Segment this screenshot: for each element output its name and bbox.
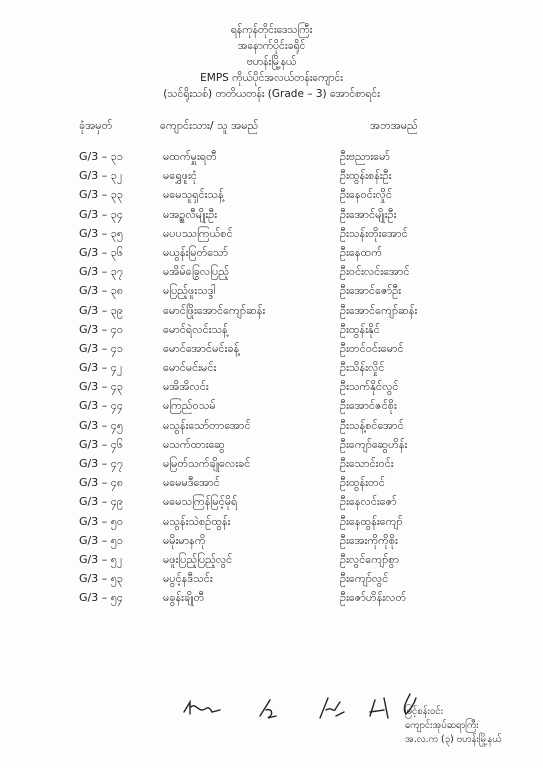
signatures [170, 688, 420, 728]
township-title: ဗဟန်းမြို့နယ် [246, 56, 297, 68]
id-column-header: ခုံအမှတ် [79, 119, 113, 132]
grade-list-title: (သင်ရိုးသစ်) တတိယတန်း (Grade – 3) အောင်စာရင်း [163, 88, 380, 100]
name-column-header: ကျောင်းသား/ သူ အမည် [160, 119, 259, 132]
student-id: G/3 – ၅၄ [79, 591, 124, 605]
guardian-name: ဦးလွင်ကျော်စွာ [340, 552, 400, 566]
guardian-name: ဦးနေထက် [340, 245, 382, 259]
region-title: ရန်ကုန်တိုင်းဒေသကြီး [230, 24, 313, 36]
student-id: G/3 – ၃၈ [79, 284, 124, 298]
student-id: G/3 – ၃၉ [79, 303, 124, 317]
student-name: မရွှေဖူးငုံ [163, 169, 197, 183]
student-row [0, 265, 543, 284]
student-row [0, 534, 543, 553]
guardian-name: ဦးထွန်းတင် [340, 476, 385, 490]
student-id: G/3 – ၄၀ [79, 322, 124, 336]
student-row [0, 246, 543, 265]
headmaster-title: ကျောင်းအုပ်ဆရာကြီး [405, 720, 479, 731]
student-row [0, 323, 543, 342]
student-id: G/3 – ၃၆ [79, 245, 124, 259]
student-id: G/3 – ၃၁ [79, 150, 124, 163]
student-name: မပပဿကြယ်စင် [163, 226, 233, 240]
student-row [0, 419, 543, 438]
student-row [0, 399, 543, 418]
student-name: မောင်ဖြိုးအောင်ကျော်ဆန်း [163, 303, 266, 317]
student-name: မအိမ်ခြွေလပြည့် [163, 265, 229, 279]
student-id: G/3 – ၄၁ [79, 341, 124, 355]
student-name: မကြည်ဝသမ် [163, 399, 216, 413]
student-row [0, 495, 543, 514]
student-row [0, 438, 543, 457]
student-id: G/3 – ၅၁ [79, 533, 124, 547]
guardian-name: ဦးကျော်ဆွေဟိန်း [340, 437, 408, 451]
student-id: G/3 – ၅၂ [79, 552, 123, 566]
student-id: G/3 – ၅၃ [79, 572, 124, 586]
student-row [0, 515, 543, 534]
student-id: G/3 – ၄၆ [79, 437, 124, 451]
student-name: မခွန်းချိုတီ [163, 591, 205, 605]
guardian-name: ဦးနေထွန်းကျော် [340, 514, 403, 528]
guardian-name: ဦးအောင်ကျော်ဆန်း [340, 303, 418, 317]
guardian-name: ဦးကျော်လွင် [340, 572, 389, 586]
student-name: မမိုးမာနကို [163, 533, 206, 547]
guardian-name: ဦးသောင်းဝင်း [340, 457, 394, 470]
student-list [0, 150, 543, 611]
district-title: အနောက်ပိုင်းခရိုင် [237, 40, 306, 52]
student-name: မသက်ထားဆွေ [163, 437, 225, 451]
guardian-name: ဦးသန်းတိုးအောင် [340, 226, 408, 240]
guardian-name: ဦးအေးကိုကိုစိုး [340, 533, 398, 547]
student-id: G/3 – ၄၇ [79, 457, 124, 470]
headmaster-name: မြင့်စန်းဝင်း [405, 706, 443, 717]
student-name: မမြတ်သက်ချိုလေးခင် [163, 457, 251, 470]
guardian-name: ဦးသန့်စင်အောင် [340, 418, 404, 432]
student-id: G/3 – ၄၈ [79, 476, 124, 490]
column-headers [0, 119, 543, 135]
guardian-name: ဦးဇော်ဟိန်းလတ် [340, 591, 407, 605]
student-name: မအဥ္စလီမျိုးဦး [163, 207, 218, 221]
student-name: မောင်အောင်မင်းခန့် [163, 341, 240, 355]
school-title: EMPS ကိုယ်ပိုင်အလယ်တန်းကျောင်း [200, 72, 343, 84]
guardian-column-header: အဘအမည် [370, 119, 418, 132]
student-row [0, 284, 543, 303]
guardian-name: ဦးအောင်ဇင်စိုး [340, 399, 397, 413]
student-name: မဖူးပြည့်ပြည့်လွင် [163, 552, 233, 566]
student-id: G/3 – ၃၇ [79, 265, 124, 279]
student-id: G/3 – ၃၃ [79, 188, 124, 202]
student-id: G/3 – ၃၂ [79, 169, 123, 183]
document-header [0, 22, 543, 102]
student-row [0, 169, 543, 188]
student-row [0, 553, 543, 572]
student-row [0, 227, 543, 246]
student-name: မမေသူရှင်းသန့် [163, 188, 224, 202]
student-name: မောင်မင်းမင်း [163, 361, 217, 375]
student-name: မသွန်းသဲစဉ်ထွန်း [163, 514, 231, 528]
student-row [0, 361, 543, 380]
student-name: မောင်ရဲလင်းသန့် [163, 322, 228, 336]
student-row [0, 208, 543, 227]
student-row [0, 342, 543, 361]
student-name: မအိအိလင်း [163, 380, 209, 394]
student-id: G/3 – ၅၀ [79, 514, 124, 528]
student-row [0, 591, 543, 610]
guardian-name: ဦးဝင်းလင်းအောင် [340, 265, 410, 279]
student-name: မမေသကြန်မြင့်မိုရ် [163, 495, 238, 509]
guardian-name: ဦးသိန်းလှိုင် [340, 361, 385, 375]
student-id: G/3 – ၃၅ [79, 226, 124, 240]
student-row [0, 457, 543, 476]
guardian-name: ဦးတင်ဝင်းမောင် [340, 341, 404, 355]
guardian-name: ဦးအောင်ဇော်ဦး [340, 284, 402, 298]
student-row [0, 150, 543, 169]
student-row [0, 380, 543, 399]
student-id: G/3 – ၃၄ [79, 207, 124, 221]
guardian-name: ဦးနေလင်းဇော် [340, 495, 397, 509]
student-id: G/3 – ၄၉ [79, 495, 124, 509]
guardian-name: ဦးဗညားမော် [340, 150, 390, 163]
handwritten-signatures [170, 688, 420, 728]
student-row [0, 304, 543, 323]
guardian-name: ဦးအောင်မျိုးဦး [340, 207, 397, 221]
guardian-name: ဦးထွန်းနိုင် [340, 322, 380, 336]
student-id: G/3 – ၄၃ [79, 380, 124, 394]
student-name: မထက်မှူးရတီ [163, 150, 217, 163]
student-name: မပွင့်နဒီသင်း [163, 572, 213, 586]
student-name: မမေမဒီအောင် [163, 476, 220, 490]
guardian-name: ဦးနေဝင်းလှိုင် [340, 188, 393, 202]
headmaster-stamp [405, 705, 501, 747]
guardian-name: ဦးသက်နိုင်လွင် [340, 380, 399, 394]
student-id: G/3 – ၄၂ [79, 361, 123, 375]
student-row [0, 188, 543, 207]
student-name: မပြည့်ဖူးသဒ္ဒါ [163, 284, 216, 298]
school-address: အ.လ.က (၃) ဗဟန်းမြို့နယ် [405, 734, 502, 745]
student-name: မသွန်းသော်တာအောင် [163, 418, 251, 432]
student-row [0, 476, 543, 495]
guardian-name: ဦးထွန်းစန်းဦး [340, 169, 392, 183]
student-id: G/3 – ၄၅ [79, 418, 124, 432]
student-row [0, 572, 543, 591]
student-id: G/3 – ၄၄ [79, 399, 124, 413]
student-name: မယွန်းမြတ်သော် [163, 245, 228, 259]
